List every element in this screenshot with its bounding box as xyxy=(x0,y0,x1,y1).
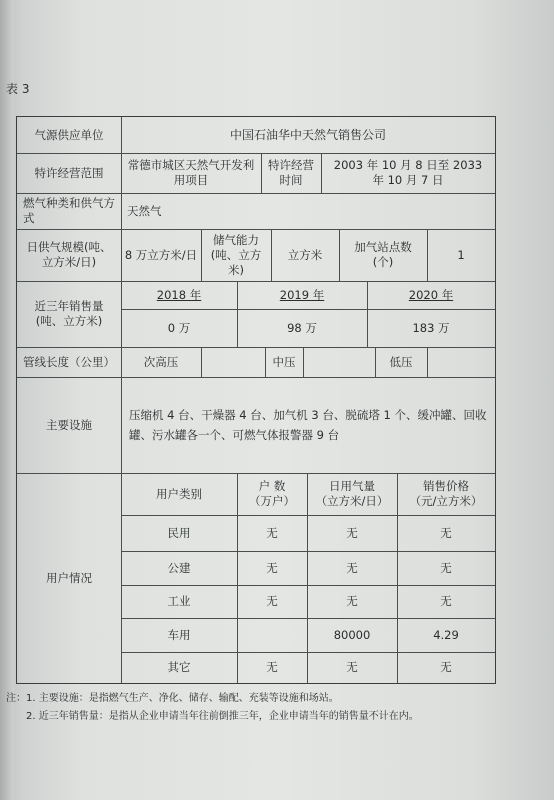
users-row-price: 无 xyxy=(440,660,452,674)
sales-year-2019: 2019 年 xyxy=(279,287,325,302)
gas-type-label: 燃气种类和供气方式 xyxy=(23,196,115,225)
gas-info-table xyxy=(16,116,496,684)
users-row-price: 无 xyxy=(440,594,452,608)
facilities-value: 压缩机 4 台、干燥器 4 台、加气机 3 台、脱硫塔 1 个、缓冲罐、回收罐、污水罐各一个、可燃气体报警器 9 台 xyxy=(129,408,487,442)
users-row-households: 无 xyxy=(266,560,278,575)
sales-value-2019: 98 万 xyxy=(287,320,317,335)
users-row-price: 4.29 xyxy=(433,627,459,642)
users-header-price: 销售价格 （元/立方米） xyxy=(409,479,483,508)
users-row-daily-gas: 80000 xyxy=(333,627,371,642)
page-edge xyxy=(0,0,14,800)
stations-value: 1 xyxy=(457,247,465,262)
users-row-category: 民用 xyxy=(167,525,191,540)
footnote-2: 2. 近三年销售量：是指从企业申请当年往前倒推三年，企业申请当年的销售量不计在内。 xyxy=(6,711,419,722)
pipeline-low-label: 低压 xyxy=(389,354,413,369)
users-row-daily-gas: 无 xyxy=(346,525,358,540)
pipeline-sub-high-label: 次高压 xyxy=(143,354,179,369)
stations-label: 加气站点数(个) xyxy=(354,240,412,269)
footnotes xyxy=(6,690,506,726)
users-row-households: 无 xyxy=(266,525,278,540)
users-row-daily-gas: 无 xyxy=(346,594,358,608)
supplier-label: 气源供应单位 xyxy=(34,127,104,142)
users-row-category: 公建 xyxy=(167,560,191,575)
col-divider xyxy=(303,347,304,377)
users-row-households: 无 xyxy=(266,660,278,674)
col-divider xyxy=(201,347,202,377)
users-row-households xyxy=(237,618,307,652)
storage-value: 立方米 xyxy=(287,247,323,262)
users-row-price: 无 xyxy=(440,525,452,540)
gas-type-value: 天然气 xyxy=(127,203,162,218)
users-row-daily-gas: 无 xyxy=(346,560,358,575)
users-header-daily-gas: 日用气量 （立方米/日） xyxy=(315,479,389,508)
sales-value-2020: 183 万 xyxy=(412,320,450,335)
sales-year-2018: 2018 年 xyxy=(156,287,202,302)
users-header-households: 户 数 （万户） xyxy=(249,479,295,508)
facilities-label: 主要设施 xyxy=(46,417,92,432)
users-row-category: 车用 xyxy=(167,627,191,642)
users-row-price: 无 xyxy=(440,560,452,575)
users-row-daily-gas: 无 xyxy=(346,660,358,674)
users-row-households: 无 xyxy=(266,594,278,608)
daily-scale-value: 8 万立方米/日 xyxy=(124,247,198,262)
table-label: 表 3 xyxy=(6,82,30,96)
scope-value: 常德市城区天然气开发利用项目 xyxy=(127,158,255,187)
sales-value-2018: 0 万 xyxy=(167,320,191,335)
pipeline-mid-label: 中压 xyxy=(272,354,296,369)
col-divider xyxy=(427,347,428,377)
users-label: 用户情况 xyxy=(46,570,92,585)
users-header-category: 用户类别 xyxy=(156,486,202,501)
supplier-value: 中国石油华中天然气销售公司 xyxy=(229,127,386,142)
users-row-category: 工业 xyxy=(167,594,191,608)
term-value: 2003 年 10 月 8 日至 2033 年 10 月 7 日 xyxy=(333,158,483,187)
scope-label: 特许经营范围 xyxy=(34,165,104,180)
users-row-category: 其它 xyxy=(167,660,191,674)
pipeline-label: 管线长度（公里） xyxy=(23,354,115,369)
term-label: 特许经营时间 xyxy=(268,158,314,187)
daily-scale-label: 日供气规模(吨、立方米/日) xyxy=(26,240,112,269)
storage-label: 储气能力(吨、立方米) xyxy=(210,232,262,277)
footnote-1: 注：1. 主要设施：是指燃气生产、净化、储存、输配、充装等设施和场站。 xyxy=(6,693,339,704)
sales-label: 近三年销售量(吨、立方米) xyxy=(34,299,104,328)
sales-year-2020: 2020 年 xyxy=(408,287,454,302)
